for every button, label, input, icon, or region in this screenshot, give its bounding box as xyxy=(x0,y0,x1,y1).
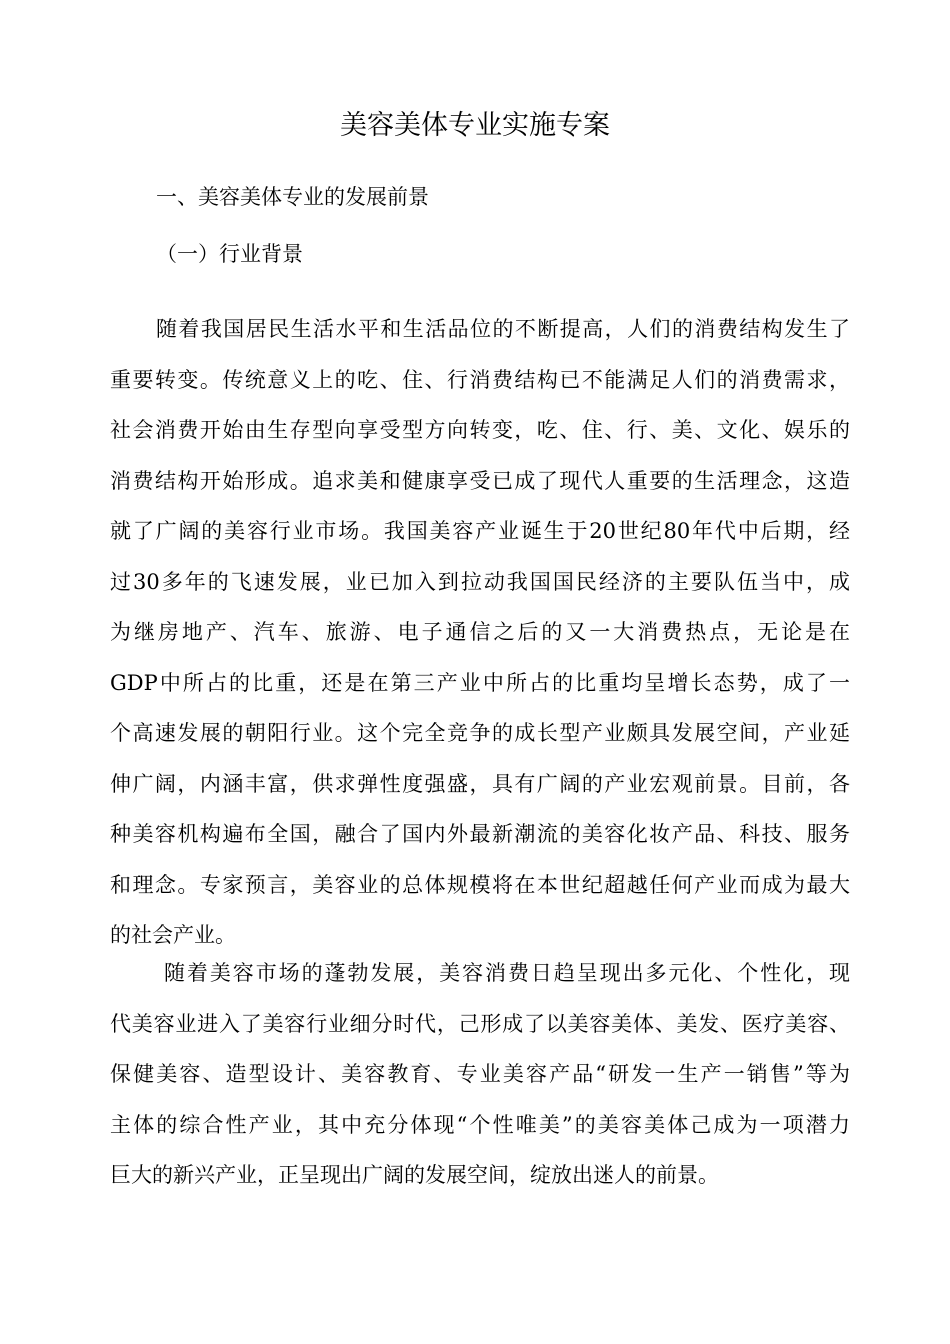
paragraph-line: 过30多年的飞速发展，业已加入到拉动我国国民经济的主要队伍当中，成 xyxy=(110,569,850,594)
subsection-heading: （一）行业背景 xyxy=(156,242,303,266)
paragraph-line: 巨大的新兴产业，正呈现出广阔的发展空间，绽放出迷人的前景。 xyxy=(110,1163,719,1187)
paragraph-line: 和理念。专家预言，美容业的总体规模将在本世纪超越任何产业而成为最大 xyxy=(110,872,850,897)
paragraph-line: 随着我国居民生活水平和生活品位的不断提高，人们的消费结构发生了 xyxy=(156,317,850,341)
paragraph-line: 重要转变。传统意义上的吃、住、行消费结构已不能满足人们的消费需求， xyxy=(110,367,850,392)
paragraph-line: 个高速发展的朝阳行业。这个完全竞争的成长型产业颇具发展空间，产业延 xyxy=(110,721,850,745)
paragraph-line: 社会消费开始由生存型向享受型方向转变，吃、住、行、美、文化、娱乐的 xyxy=(110,418,850,442)
paragraph-line: 种美容机构遍布全国，融合了国内外最新潮流的美容化妆产品、科技、服务 xyxy=(110,822,850,846)
paragraph-line: 随着美容市场的蓬勃发展，美容消费日趋呈现出多元化、个性化，现 xyxy=(164,961,850,985)
paragraph-line: 伸广阔，内涵丰富，供求弹性度强盛，具有广阔的产业宏观前景。目前，各 xyxy=(110,771,850,796)
paragraph-line: 的社会产业。 xyxy=(110,923,236,947)
paragraph-market-development xyxy=(110,948,850,1201)
paragraph-line: 主体的综合性产业，其中充分体现“个性唯美”的美容美体己成为一项潜力 xyxy=(110,1112,850,1137)
paragraph-line: 代美容业进入了美容行业细分时代，己形成了以美容美体、美发、医疗美容、 xyxy=(110,1011,850,1036)
paragraph-line: 保健美容、造型设计、美容教育、专业美容产品“研发一生产一销售”等为 xyxy=(110,1062,850,1086)
paragraph-line: 为继房地产、汽车、旅游、电子通信之后的又一大消费热点，无论是在 xyxy=(110,620,850,644)
paragraph-line: GDP中所占的比重，还是在第三产业中所占的比重均呈增长态势，成了一 xyxy=(110,670,850,695)
paragraph-industry-background xyxy=(110,304,850,961)
paragraph-line: 就了广阔的美容行业市场。我国美容产业诞生于20世纪80年代中后期，经 xyxy=(110,519,850,543)
document-title: 美容美体专业实施专案 xyxy=(340,110,610,141)
section-heading: 一、美容美体专业的发展前景 xyxy=(156,185,429,209)
paragraph-line: 消费结构开始形成。追求美和健康享受已成了现代人重要的生活理念，这造 xyxy=(110,468,850,493)
